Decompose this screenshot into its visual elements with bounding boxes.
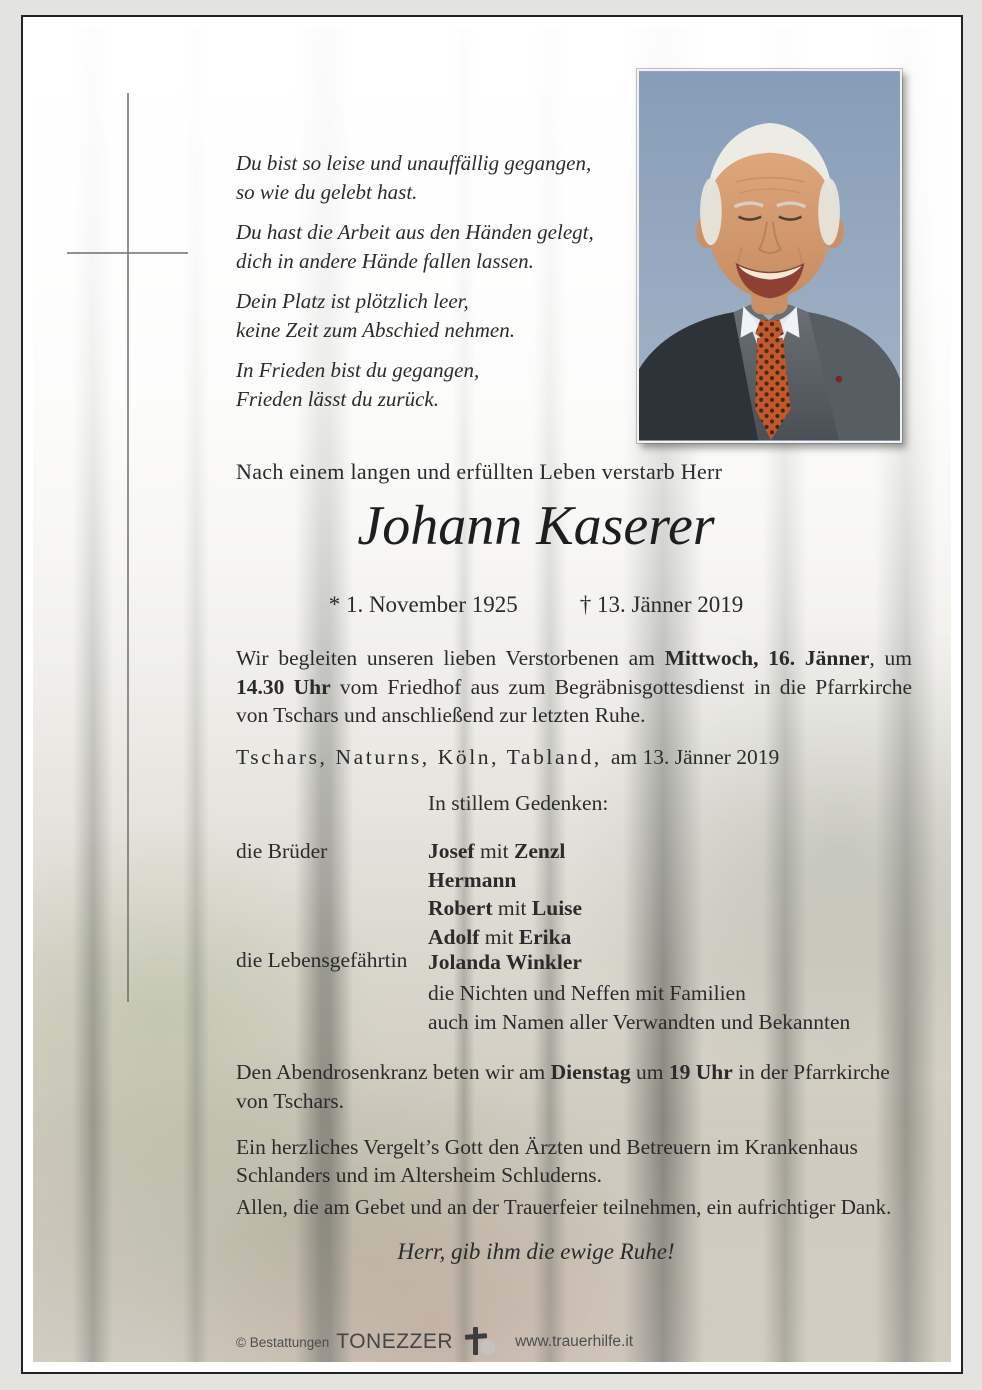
rosary-day: Dienstag [550, 1060, 631, 1084]
poem-line: keine Zeit zum Abschied nehmen. [236, 317, 515, 342]
funeral-announcement [236, 644, 912, 730]
places-text: Tschars, Naturns, Köln, Tabland, [236, 745, 602, 769]
partner-name: Jolanda Winkler [428, 950, 582, 974]
mourner-name: Adolf [428, 924, 480, 949]
relatives-line: die Nichten und Neffen mit Familien [428, 981, 746, 1005]
thanks-paragraph: Ein herzliches Vergelt’s Gott den Ärzten und Betreuern im Krankenhaus Schlanders und im Altersheim Schluderns. [236, 1135, 858, 1187]
mourner-line [428, 894, 582, 923]
mourner-connector: mit [492, 896, 532, 920]
forest-background [33, 27, 951, 1362]
logo-cross-horizontal [465, 1333, 487, 1340]
portrait-illustration [639, 71, 900, 441]
mourner-connector: mit [474, 839, 514, 863]
rosary-text: in der Pfarrkirche von Tschars. [236, 1060, 890, 1113]
mourner-name: Robert [428, 896, 493, 920]
poem-line: so wie du gelebt hast. [236, 179, 418, 204]
mourner-name: Hermann [428, 867, 517, 892]
rosary-time: 19 Uhr [668, 1060, 733, 1084]
poem-line: Du hast die Arbeit aus den Händen gelegt, [236, 220, 594, 244]
poem-line: In Frieden bist du gegangen, [236, 358, 480, 382]
memorial-cross-horizontal-line [67, 252, 188, 254]
funeral-text: , um [869, 646, 912, 670]
copyright-text: © Bestattungen [236, 1334, 330, 1350]
life-dates [200, 592, 872, 618]
memorial-heading: In stillem Gedenken: [428, 791, 609, 815]
place-dateline [236, 743, 912, 772]
rosary-text: um [630, 1060, 669, 1084]
mourner-spouse: Luise [531, 896, 583, 920]
date-text: am 13. Jänner 2019 [610, 745, 780, 769]
intro-line: Nach einem langen und erfüllten Leben verstarb Herr [236, 459, 723, 484]
poem-couplet [236, 356, 666, 413]
closing-prayer: Herr, gib ihm die ewige Ruhe! [397, 1239, 675, 1264]
portrait-photo [637, 69, 902, 443]
brothers-list [428, 837, 582, 951]
poem-couplet [236, 287, 666, 344]
card-frame [21, 15, 963, 1374]
brand-name: TONEZZER [336, 1330, 454, 1353]
logo-circle [480, 1340, 495, 1355]
funeral-text: Wir begleiten unseren lieben Verstorbenen am [236, 646, 665, 670]
mourner-line [428, 866, 582, 895]
poem-couplet [236, 149, 666, 206]
partner-label: die Lebensgefährtin [236, 948, 408, 972]
mourner-line [428, 923, 582, 952]
brothers-label: die Brüder [236, 839, 328, 863]
relatives-note [428, 979, 850, 1036]
website-text: www.trauerhilfe.it [515, 1333, 634, 1350]
footer [236, 1327, 633, 1357]
rosary-announcement [236, 1058, 912, 1115]
poem-line: Dein Platz ist plötzlich leer, [236, 289, 469, 313]
poem-couplet [236, 218, 666, 275]
memorial-cross-vertical-line [127, 93, 129, 1002]
mourner-spouse: Erika [518, 924, 572, 949]
funeral-text: vom Friedhof aus zum Begräbnisgottesdienst in die Pfarrkirche von Tschars und anschließend zur letzten Ruhe. [236, 674, 912, 727]
funeral-day: Mittwoch, 16. Jänner [664, 646, 870, 670]
rosary-text: Den Abendrosenkranz beten wir am [236, 1060, 551, 1084]
poem-line: Frieden lässt du zurück. [236, 386, 439, 411]
logo-cross-vertical [473, 1327, 478, 1355]
cross-logo-icon [463, 1327, 499, 1357]
mourner-spouse: Zenzl [514, 839, 566, 863]
poem-line: dich in andere Hände fallen lassen. [236, 248, 534, 273]
mourner-name: Josef [428, 839, 475, 863]
death-date: † 13. Jänner 2019 [579, 592, 744, 617]
mourner-line [428, 837, 582, 866]
birth-date: * 1. November 1925 [328, 592, 518, 617]
relatives-line: auch im Namen aller Verwandten und Bekannten [428, 1009, 851, 1034]
memorial-poem [236, 149, 666, 425]
deceased-name: Johann Kaserer [357, 495, 715, 557]
poem-line: Du bist so leise und unauffällig gegangen, [236, 151, 592, 175]
gratitude-paragraph: Allen, die am Gebet und an der Trauerfeier teilnehmen, ein aufrichtiger Dank. [236, 1195, 892, 1219]
funeral-time: 14.30 Uhr [236, 674, 331, 699]
mourner-connector: mit [479, 924, 519, 949]
